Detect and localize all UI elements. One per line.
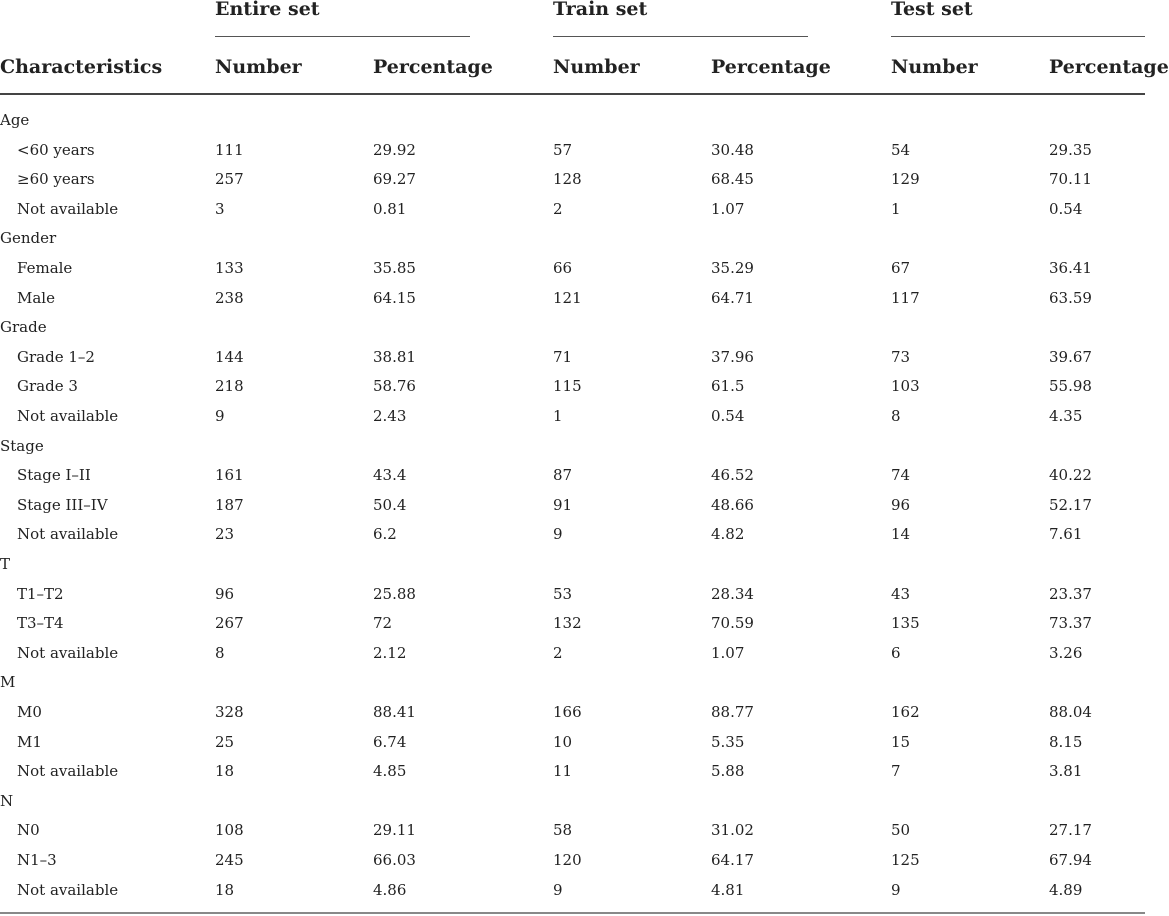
row-label: N1–3 — [17, 851, 57, 869]
number-cell: 11 — [553, 762, 573, 781]
number-cell: 103 — [891, 377, 920, 396]
number-cell: 96 — [215, 584, 235, 603]
bottom-rule — [0, 912, 1145, 914]
percentage-cell: 50.4 — [373, 495, 407, 514]
section-label: Age — [0, 111, 30, 129]
row-label: T1–T2 — [17, 584, 64, 603]
row-label: N0 — [17, 821, 40, 840]
percentage-cell: 88.04 — [1049, 703, 1092, 721]
percentage-cell: 29.35 — [1049, 140, 1092, 159]
row-label: Grade 3 — [17, 377, 78, 396]
row-label: Not available — [17, 643, 119, 662]
percentage-cell: 1.07 — [711, 643, 745, 662]
percentage-cell: 29.11 — [373, 821, 416, 840]
row-label: Stage III–IV — [17, 495, 108, 514]
header-percentage-test: Percentage — [1049, 56, 1169, 78]
section-row — [0, 792, 1145, 822]
row-label: Not available — [17, 407, 119, 425]
group-rule-entire — [215, 36, 470, 37]
number-cell: 121 — [553, 288, 582, 307]
header-rule — [0, 93, 1145, 95]
table-row — [0, 644, 1145, 674]
percentage-cell: 37.96 — [711, 347, 754, 366]
section-label: Gender — [0, 229, 57, 248]
number-cell: 117 — [891, 288, 920, 307]
percentage-cell: 72 — [373, 614, 393, 633]
number-cell: 67 — [891, 259, 911, 277]
number-cell: 1 — [891, 199, 901, 218]
table-row — [0, 614, 1145, 644]
number-cell: 187 — [215, 495, 244, 514]
section-label: T — [0, 555, 11, 573]
number-cell: 1 — [553, 407, 563, 425]
row-label: Not available — [17, 525, 119, 544]
row-label: Stage I–II — [17, 466, 91, 485]
percentage-cell: 68.45 — [711, 170, 754, 189]
percentage-cell: 4.89 — [1049, 880, 1083, 899]
section-row — [0, 437, 1145, 467]
section-row — [0, 555, 1145, 585]
number-cell: 166 — [553, 703, 582, 721]
percentage-cell: 63.59 — [1049, 288, 1092, 307]
number-cell: 9 — [891, 880, 901, 899]
number-cell: 18 — [215, 880, 235, 899]
percentage-cell: 38.81 — [373, 347, 416, 366]
number-cell: 9 — [553, 880, 563, 899]
percentage-cell: 5.35 — [711, 732, 745, 751]
number-cell: 108 — [215, 821, 244, 840]
percentage-cell: 35.85 — [373, 259, 416, 277]
number-cell: 18 — [215, 762, 235, 781]
group-header-entire: Entire set — [215, 0, 320, 20]
number-cell: 120 — [553, 851, 582, 869]
percentage-cell: 66.03 — [373, 851, 416, 869]
number-cell: 161 — [215, 466, 244, 485]
section-label: Grade — [0, 318, 47, 337]
section-label: Stage — [0, 436, 44, 455]
number-cell: 2 — [553, 199, 563, 218]
number-cell: 8 — [891, 407, 901, 425]
percentage-cell: 29.92 — [373, 140, 416, 159]
group-rule-test — [891, 36, 1145, 37]
table-row — [0, 821, 1145, 851]
percentage-cell: 7.61 — [1049, 525, 1083, 544]
row-label: Not available — [17, 880, 119, 899]
number-cell: 96 — [891, 495, 911, 514]
percentage-cell: 6.74 — [373, 732, 407, 751]
percentage-cell: 4.35 — [1049, 407, 1083, 425]
percentage-cell: 8.15 — [1049, 732, 1083, 751]
percentage-cell: 0.54 — [711, 407, 745, 425]
number-cell: 25 — [215, 732, 235, 751]
section-row — [0, 229, 1145, 259]
number-cell: 53 — [553, 584, 573, 603]
table-row — [0, 170, 1145, 200]
header-number-test: Number — [891, 56, 978, 78]
number-cell: 218 — [215, 377, 244, 396]
row-label: Female — [17, 259, 73, 277]
table-row — [0, 881, 1145, 911]
number-cell: 23 — [215, 525, 235, 544]
percentage-cell: 64.15 — [373, 288, 416, 307]
row-label: T3–T4 — [17, 614, 64, 633]
row-label: Not available — [17, 762, 119, 781]
percentage-cell: 35.29 — [711, 259, 754, 277]
number-cell: 91 — [553, 495, 573, 514]
table-row — [0, 200, 1145, 230]
table-row — [0, 585, 1145, 615]
header-percentage-entire: Percentage — [373, 56, 493, 78]
percentage-cell: 52.17 — [1049, 495, 1092, 514]
table-row — [0, 259, 1145, 289]
table-row — [0, 733, 1145, 763]
row-label: ≥60 years — [17, 170, 95, 189]
percentage-cell: 58.76 — [373, 377, 416, 396]
number-cell: 238 — [215, 288, 244, 307]
percentage-cell: 6.2 — [373, 525, 397, 544]
number-cell: 54 — [891, 140, 911, 159]
number-cell: 125 — [891, 851, 920, 869]
percentage-cell: 70.11 — [1049, 170, 1092, 189]
header-number-entire: Number — [215, 56, 302, 78]
number-cell: 43 — [891, 584, 911, 603]
percentage-cell: 88.77 — [711, 703, 754, 721]
number-cell: 9 — [215, 407, 225, 425]
row-label: M1 — [17, 732, 42, 751]
header-number-train: Number — [553, 56, 640, 78]
number-cell: 115 — [553, 377, 582, 396]
section-label: N — [0, 791, 14, 810]
percentage-cell: 64.17 — [711, 851, 754, 869]
number-cell: 14 — [891, 525, 911, 544]
number-cell: 9 — [553, 525, 563, 544]
section-label: M — [0, 673, 16, 692]
percentage-cell: 28.34 — [711, 584, 754, 603]
number-cell: 74 — [891, 466, 911, 485]
number-cell: 328 — [215, 703, 244, 721]
group-header-test: Test set — [891, 0, 973, 20]
section-row — [0, 318, 1145, 348]
number-cell: 2 — [553, 643, 563, 662]
percentage-cell: 69.27 — [373, 170, 416, 189]
number-cell: 267 — [215, 614, 244, 633]
number-cell: 135 — [891, 614, 920, 633]
number-cell: 73 — [891, 347, 911, 366]
row-label: <60 years — [17, 140, 95, 159]
number-cell: 132 — [553, 614, 582, 633]
table-row — [0, 377, 1145, 407]
section-row — [0, 111, 1145, 141]
percentage-cell: 31.02 — [711, 821, 754, 840]
percentage-cell: 4.85 — [373, 762, 407, 781]
row-label: Not available — [17, 199, 119, 218]
table-row — [0, 525, 1145, 555]
percentage-cell: 40.22 — [1049, 466, 1092, 485]
percentage-cell: 0.54 — [1049, 199, 1083, 218]
number-cell: 3 — [215, 199, 225, 218]
row-label: M0 — [17, 703, 42, 721]
table-row — [0, 407, 1145, 437]
percentage-cell: 3.26 — [1049, 643, 1083, 662]
table-row — [0, 851, 1145, 881]
number-cell: 257 — [215, 170, 244, 189]
section-row — [0, 673, 1145, 703]
percentage-cell: 61.5 — [711, 377, 745, 396]
percentage-cell: 88.41 — [373, 703, 416, 721]
percentage-cell: 23.37 — [1049, 584, 1092, 603]
header-characteristics: Characteristics — [0, 56, 163, 78]
percentage-cell: 64.71 — [711, 288, 754, 307]
number-cell: 245 — [215, 851, 244, 869]
percentage-cell: 27.17 — [1049, 821, 1092, 840]
percentage-cell: 1.07 — [711, 199, 745, 218]
percentage-cell: 4.86 — [373, 880, 407, 899]
percentage-cell: 4.81 — [711, 880, 745, 899]
number-cell: 71 — [553, 347, 573, 366]
number-cell: 15 — [891, 732, 911, 751]
percentage-cell: 4.82 — [711, 525, 745, 544]
number-cell: 144 — [215, 347, 244, 366]
percentage-cell: 2.12 — [373, 643, 407, 662]
percentage-cell: 67.94 — [1049, 851, 1092, 869]
percentage-cell: 70.59 — [711, 614, 754, 633]
percentage-cell: 3.81 — [1049, 762, 1083, 781]
percentage-cell: 55.98 — [1049, 377, 1092, 396]
percentage-cell: 5.88 — [711, 762, 745, 781]
table-row — [0, 496, 1145, 526]
row-label: Male — [17, 288, 55, 307]
number-cell: 50 — [891, 821, 911, 840]
group-rule-train — [553, 36, 808, 37]
percentage-cell: 73.37 — [1049, 614, 1092, 633]
number-cell: 87 — [553, 466, 573, 485]
number-cell: 58 — [553, 821, 573, 840]
group-header-train: Train set — [553, 0, 648, 20]
percentage-cell: 2.43 — [373, 407, 407, 425]
table-row — [0, 348, 1145, 378]
number-cell: 129 — [891, 170, 920, 189]
table-row — [0, 289, 1145, 319]
number-cell: 57 — [553, 140, 573, 159]
percentage-cell: 39.67 — [1049, 347, 1092, 366]
number-cell: 162 — [891, 703, 920, 721]
percentage-cell: 46.52 — [711, 466, 754, 485]
table-row — [0, 141, 1145, 171]
percentage-cell: 48.66 — [711, 495, 754, 514]
row-label: Grade 1–2 — [17, 347, 95, 366]
percentage-cell: 25.88 — [373, 584, 416, 603]
number-cell: 7 — [891, 762, 901, 781]
header-percentage-train: Percentage — [711, 56, 831, 78]
table-row — [0, 703, 1145, 733]
table-row — [0, 466, 1145, 496]
number-cell: 111 — [215, 140, 244, 159]
table-row — [0, 762, 1145, 792]
percentage-cell: 43.4 — [373, 466, 407, 485]
number-cell: 128 — [553, 170, 582, 189]
percentage-cell: 0.81 — [373, 199, 407, 218]
number-cell: 8 — [215, 643, 225, 662]
percentage-cell: 36.41 — [1049, 259, 1092, 277]
number-cell: 133 — [215, 259, 244, 277]
percentage-cell: 30.48 — [711, 140, 754, 159]
number-cell: 66 — [553, 259, 573, 277]
number-cell: 10 — [553, 732, 573, 751]
number-cell: 6 — [891, 643, 901, 662]
